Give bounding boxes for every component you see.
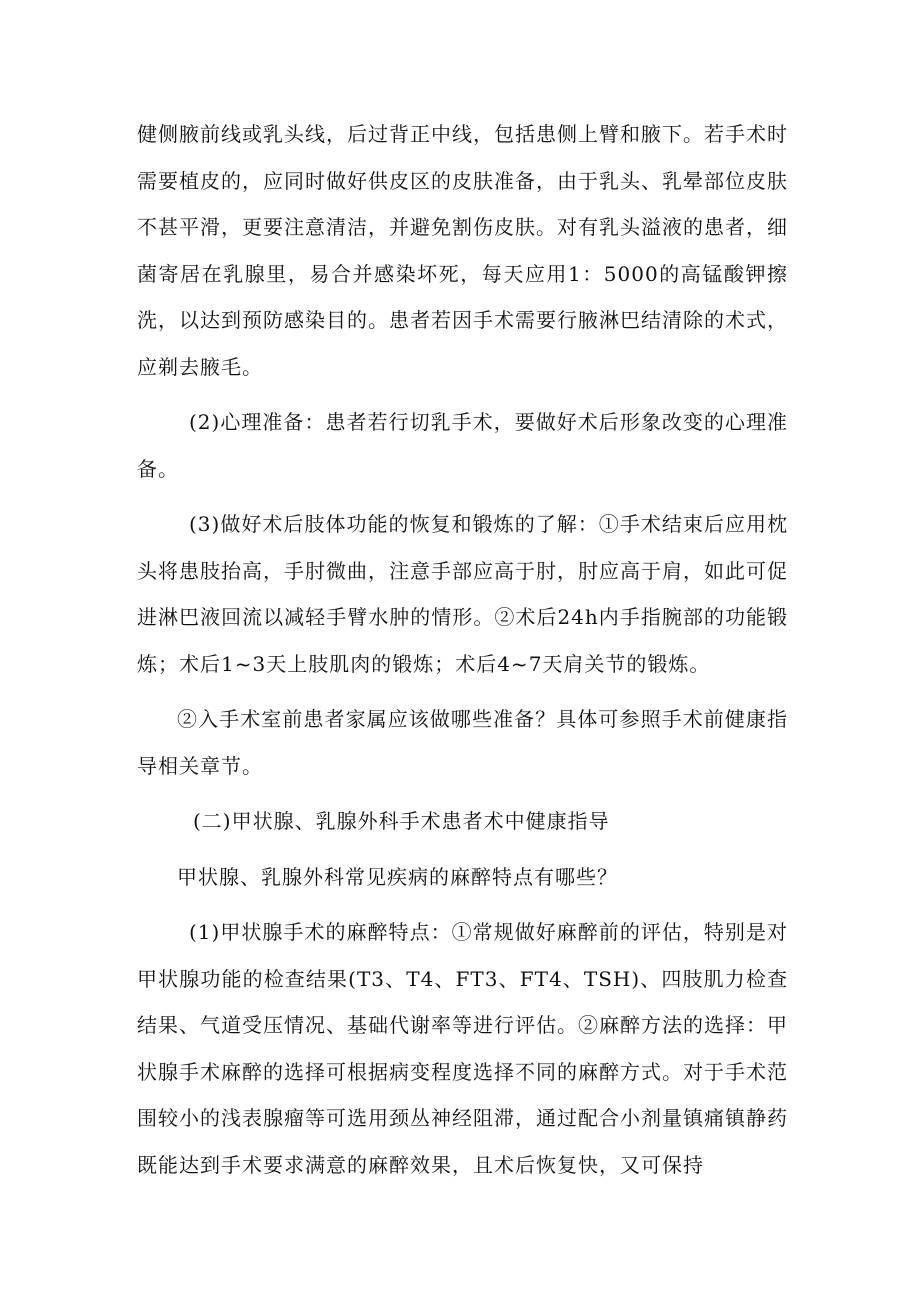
paragraph-family-prep: ②入手术室前患者家属应该做哪些准备？具体可参照手术前健康指导相关章节。 — [137, 707, 788, 778]
paragraph-limb-recovery: (3)做好术后肢体功能的恢复和锻炼的了解：①手术结束后应用枕头将患肢抬高，手肘微曲，注意手部应高于肘，肘应高于肩，如此可促进淋巴液回流以减轻手臂水肿的情形。②术后24h内手指腕部的功能锻炼；术后1~3天上肢肌肉的锻炼；术后4~7天肩关节的锻炼。 — [137, 512, 788, 676]
paragraph-question: 甲状腺、乳腺外科常见疾病的麻醉特点有哪些？ — [177, 864, 618, 889]
paragraph-skin-prep: 健侧腋前线或乳头线，后过背正中线，包括患侧上臂和腋下。若手术时需要植皮的，应同时做好供皮区的皮肤准备，由于乳头、乳晕部位皮肤不甚平滑，更要注意清洁，并避免割伤皮肤。对有乳头溢液的患者，细菌寄居在乳腺里，易合并感染坏死，每天应用1：5000的高锰酸钾擦洗，以达到预防感染目的。患者若因手术需要行腋淋巴结清除的术式，应剃去腋毛。 — [137, 122, 788, 379]
document-body — [137, 111, 788, 1197]
paragraph-psych-prep: (2)心理准备：患者若行切乳手术，要做好术后形象改变的心理准备。 — [137, 410, 788, 481]
section-heading: (二)甲状腺、乳腺外科手术患者术中健康指导 — [193, 809, 610, 833]
paragraph-thyroid-anesthesia: (1)甲状腺手术的麻醉特点：①常规做好麻醉前的评估，特别是对甲状腺功能的检查结果(T3、T4、FT3、FT4、TSH)、四肢肌力检查结果、气道受压情况、基础代谢率等进行评估。②麻醉方法的选择：甲状腺手术麻醉的选择可根据病变程度选择不同的麻醉方式。对于手术范围较小的浅表腺瘤等可选用颈丛神经阻滞，通过配合小剂量镇痛镇静药既能达到手术要求满意的麻醉效果，且术后恢复快，又可保持 — [137, 920, 788, 1177]
